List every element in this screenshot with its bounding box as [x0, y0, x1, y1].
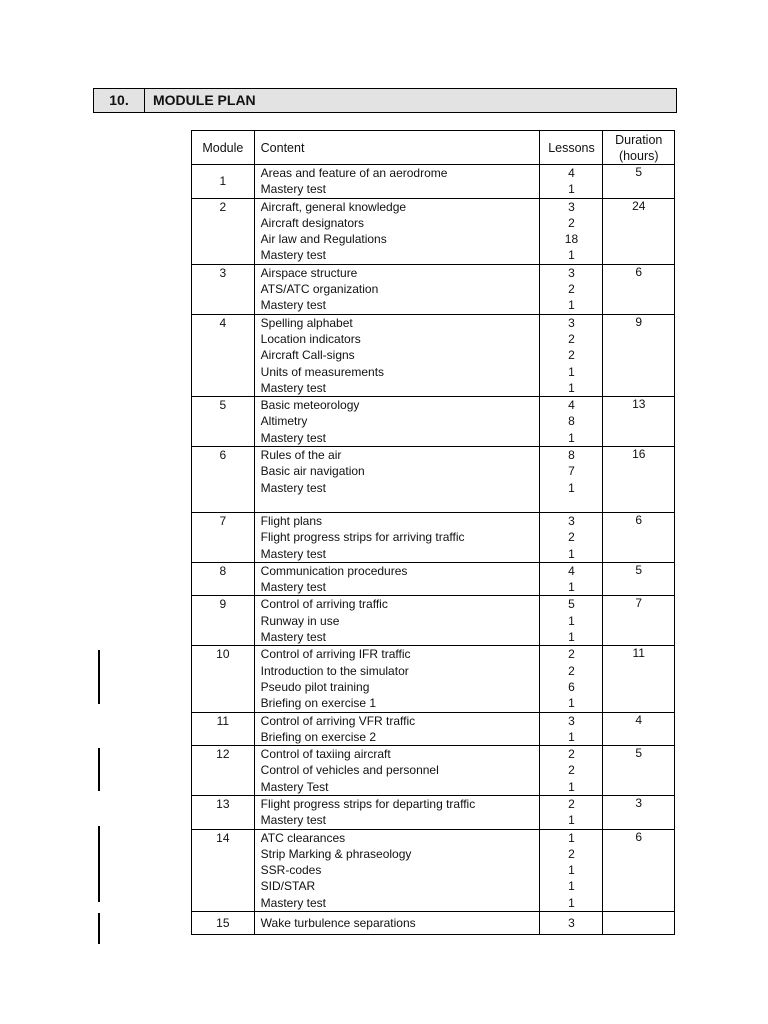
table-row — [192, 795, 675, 829]
content-item: Mastery test — [260, 380, 327, 395]
content-item: Basic air navigation — [260, 464, 365, 479]
lesson-count: 2 — [568, 530, 575, 545]
lesson-count: 1 — [568, 430, 575, 445]
lesson-count: 1 — [568, 879, 575, 894]
module-content — [254, 829, 540, 911]
duration-value: 5 — [635, 165, 643, 179]
duration-value — [603, 912, 674, 928]
lesson-count: 1 — [568, 364, 575, 379]
content-item: Mastery test — [260, 580, 327, 595]
content-item: Mastery test — [260, 813, 327, 828]
header-duration-line1: Duration — [615, 132, 663, 147]
content-item: Location indicators — [260, 331, 361, 346]
content-item: Pseudo pilot training — [260, 679, 370, 694]
module-number: 10 — [192, 646, 255, 712]
lesson-counts — [540, 264, 603, 314]
content-item: Mastery test — [260, 630, 327, 645]
table-row — [192, 512, 675, 562]
table-row — [192, 746, 675, 796]
duration-hours — [603, 746, 675, 796]
lesson-count: 2 — [568, 348, 575, 363]
content-item: Mastery test — [260, 430, 327, 445]
lesson-counts — [540, 198, 603, 264]
lesson-counts — [540, 512, 603, 562]
duration-value: 7 — [635, 596, 643, 611]
header-duration — [603, 131, 675, 165]
content-item: Spelling alphabet — [260, 315, 353, 330]
lesson-count: 1 — [568, 830, 575, 845]
revision-bar — [98, 748, 100, 791]
lesson-count: 1 — [568, 298, 575, 313]
module-number: 14 — [192, 829, 255, 911]
module-content — [254, 746, 540, 796]
lesson-count: 3 — [568, 915, 575, 930]
module-content — [254, 314, 540, 396]
duration-hours — [603, 397, 675, 447]
content-item: Mastery test — [260, 895, 327, 910]
duration-hours — [603, 912, 675, 935]
lesson-count: 2 — [568, 763, 575, 778]
module-number: 8 — [192, 562, 255, 596]
lesson-counts — [540, 912, 603, 935]
section-heading — [93, 88, 677, 113]
table-row — [192, 562, 675, 596]
module-content — [254, 646, 540, 712]
module-content — [254, 562, 540, 596]
content-item: Wake turbulence separations — [260, 915, 416, 930]
section-title: MODULE PLAN — [153, 92, 256, 108]
lesson-count: 1 — [568, 630, 575, 645]
duration-hours — [603, 447, 675, 513]
header-duration-line2: (hours) — [618, 148, 659, 163]
lesson-count: 1 — [568, 613, 575, 628]
lesson-count: 1 — [568, 182, 575, 197]
lesson-count: 3 — [568, 199, 575, 214]
table-row — [192, 596, 675, 646]
duration-hours — [603, 198, 675, 264]
duration-value: 6 — [635, 512, 643, 527]
lesson-count: 2 — [568, 331, 575, 346]
duration-value: 9 — [635, 314, 643, 329]
content-item: Mastery test — [260, 546, 327, 561]
lesson-count: 1 — [568, 546, 575, 561]
module-plan-table — [191, 130, 675, 935]
content-item: SSR-codes — [260, 863, 322, 878]
module-number: 1 — [192, 165, 255, 199]
content-item: Mastery test — [260, 182, 327, 197]
content-item: Air law and Regulations — [260, 232, 387, 247]
content-item: Control of arriving IFR traffic — [260, 647, 411, 662]
lesson-count: 2 — [568, 747, 575, 762]
lesson-count: 4 — [568, 166, 575, 180]
table-row — [192, 447, 675, 513]
content-item: Introduction to the simulator — [260, 663, 409, 678]
content-item: Briefing on exercise 2 — [260, 729, 377, 744]
lesson-count: 1 — [568, 779, 575, 794]
lesson-count: 8 — [568, 414, 575, 429]
content-item: Aircraft Call-signs — [260, 348, 355, 363]
table-row — [192, 712, 675, 746]
lesson-count: 5 — [568, 597, 575, 612]
lesson-count: 6 — [568, 679, 575, 694]
lesson-count: 2 — [568, 647, 575, 662]
table-row — [192, 397, 675, 447]
content-item: Aircraft designators — [260, 215, 365, 230]
lesson-counts — [540, 314, 603, 396]
content-item: Flight progress strips for departing traffic — [260, 796, 476, 811]
table-row — [192, 829, 675, 911]
revision-bar — [98, 650, 100, 704]
duration-hours — [603, 795, 675, 829]
lesson-count: 1 — [568, 580, 575, 595]
content-item: Mastery test — [260, 248, 327, 263]
content-item: SID/STAR — [260, 879, 316, 894]
content-item: Control of arriving VFR traffic — [260, 713, 416, 728]
lesson-count: 2 — [568, 663, 575, 678]
content-item: Areas and feature of an aerodrome — [260, 166, 448, 180]
table-row — [192, 165, 675, 199]
section-number: 10. — [94, 89, 145, 112]
module-number: 2 — [192, 198, 255, 264]
duration-hours — [603, 829, 675, 911]
content-item: Airspace structure — [260, 265, 358, 280]
module-content — [254, 397, 540, 447]
lesson-count: 7 — [568, 464, 575, 479]
module-number: 9 — [192, 596, 255, 646]
table-row — [192, 264, 675, 314]
duration-value: 6 — [635, 264, 643, 279]
lesson-count: 4 — [568, 563, 575, 578]
module-number: 7 — [192, 512, 255, 562]
duration-hours — [603, 712, 675, 746]
lesson-count: 1 — [568, 729, 575, 744]
module-content — [254, 712, 540, 746]
lesson-count: 2 — [568, 796, 575, 811]
module-number: 5 — [192, 397, 255, 447]
module-content — [254, 912, 540, 935]
content-item: Mastery Test — [260, 779, 329, 794]
content-item: ATS/ATC organization — [260, 282, 379, 297]
duration-value: 13 — [632, 397, 646, 412]
content-item: Control of taxiing aircraft — [260, 747, 391, 762]
lesson-counts — [540, 562, 603, 596]
table-header-row — [192, 131, 675, 165]
revision-bar — [98, 826, 100, 902]
lesson-count: 3 — [568, 265, 575, 280]
module-content — [254, 447, 540, 513]
duration-value: 16 — [632, 447, 646, 462]
module-number: 4 — [192, 314, 255, 396]
lesson-count: 1 — [568, 863, 575, 878]
lesson-counts — [540, 165, 603, 199]
lesson-count: 1 — [568, 248, 575, 263]
module-content — [254, 198, 540, 264]
module-content — [254, 264, 540, 314]
lesson-counts — [540, 646, 603, 712]
lesson-count: 3 — [568, 513, 575, 528]
duration-hours — [603, 512, 675, 562]
content-item: Control of vehicles and personnel — [260, 763, 439, 778]
duration-hours — [603, 596, 675, 646]
lesson-counts — [540, 397, 603, 447]
content-item: Flight progress strips for arriving traffic — [260, 530, 465, 545]
lesson-count: 2 — [568, 215, 575, 230]
lesson-count: 3 — [568, 315, 575, 330]
revision-bar — [98, 913, 100, 944]
duration-hours — [603, 165, 675, 199]
duration-value: 6 — [635, 829, 643, 844]
module-number: 11 — [192, 712, 255, 746]
content-item: Strip Marking & phraseology — [260, 846, 412, 861]
lesson-count: 8 — [568, 448, 575, 463]
lesson-count: 1 — [568, 895, 575, 910]
lesson-count: 2 — [568, 282, 575, 297]
module-content — [254, 165, 540, 199]
lesson-counts — [540, 596, 603, 646]
duration-value: 5 — [635, 562, 643, 577]
content-item: Communication procedures — [260, 563, 408, 578]
content-item: Flight plans — [260, 513, 323, 528]
table-row — [192, 912, 675, 935]
content-item: Briefing on exercise 1 — [260, 696, 377, 711]
content-item: Rules of the air — [260, 448, 342, 463]
content-item: Altimetry — [260, 414, 308, 429]
duration-hours — [603, 264, 675, 314]
lesson-count: 4 — [568, 398, 575, 413]
lesson-count: 3 — [568, 713, 575, 728]
module-number: 6 — [192, 447, 255, 513]
module-number: 13 — [192, 795, 255, 829]
content-item: Runway in use — [260, 613, 340, 628]
header-module: Module — [192, 131, 255, 165]
lesson-count: 1 — [568, 813, 575, 828]
content-item: Units of measurements — [260, 364, 385, 379]
duration-value: 4 — [635, 712, 643, 727]
content-item: Mastery test — [260, 480, 327, 495]
content-item: Mastery test — [260, 298, 327, 313]
table-row — [192, 314, 675, 396]
lesson-counts — [540, 746, 603, 796]
duration-hours — [603, 646, 675, 712]
table-row — [192, 646, 675, 712]
content-item: ATC clearances — [260, 830, 346, 845]
module-content — [254, 596, 540, 646]
content-item: Control of arriving traffic — [260, 597, 388, 612]
table-row — [192, 198, 675, 264]
duration-hours — [603, 314, 675, 396]
module-content — [254, 795, 540, 829]
module-content — [254, 512, 540, 562]
content-item: Basic meteorology — [260, 398, 360, 413]
lesson-counts — [540, 447, 603, 513]
module-number: 3 — [192, 264, 255, 314]
lesson-counts — [540, 829, 603, 911]
lesson-count: 1 — [568, 380, 575, 395]
duration-hours — [603, 562, 675, 596]
duration-value: 5 — [635, 746, 643, 761]
lesson-count: 1 — [568, 696, 575, 711]
lesson-count: 18 — [564, 232, 579, 247]
duration-value: 24 — [632, 198, 646, 213]
lesson-count: 1 — [568, 480, 575, 495]
lesson-counts — [540, 795, 603, 829]
module-number: 12 — [192, 746, 255, 796]
header-lessons: Lessons — [540, 131, 603, 165]
duration-value: 11 — [632, 646, 645, 661]
duration-value: 3 — [635, 795, 643, 810]
module-number: 15 — [192, 912, 255, 935]
lesson-count: 2 — [568, 846, 575, 861]
content-item: Aircraft, general knowledge — [260, 199, 407, 214]
lesson-counts — [540, 712, 603, 746]
header-content: Content — [254, 131, 540, 165]
